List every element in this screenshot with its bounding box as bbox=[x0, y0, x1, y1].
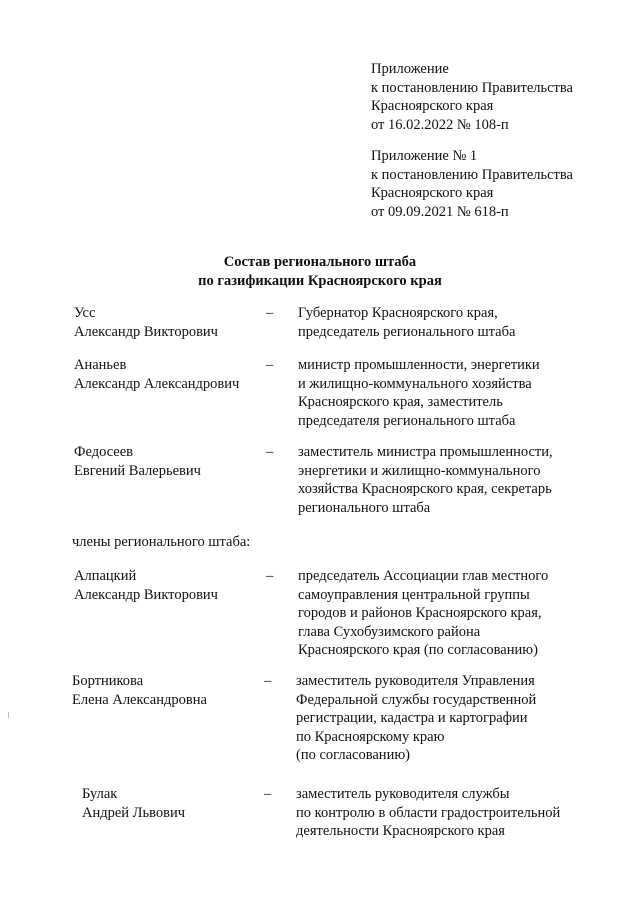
appendix-line: от 16.02.2022 № 108-п bbox=[371, 116, 509, 133]
role-line: председатель регионального штаба bbox=[298, 323, 516, 340]
dash-separator: – bbox=[264, 673, 272, 689]
role-line: председателя регионального штаба bbox=[298, 412, 516, 429]
members-section-label: члены регионального штаба: bbox=[72, 534, 251, 550]
role-line: деятельности Красноярского края bbox=[296, 823, 505, 839]
appendix-line: от 09.09.2021 № 618-п bbox=[371, 203, 509, 220]
appendix-line: к постановлению Правительства bbox=[371, 79, 573, 96]
role-line: глава Сухобузимского района bbox=[298, 623, 481, 640]
member-role bbox=[298, 443, 598, 517]
appendix-line: Приложение № 1 bbox=[371, 148, 478, 164]
role-line: заместитель министра промышленности, bbox=[298, 444, 553, 460]
member-surname: Ананьев bbox=[74, 357, 127, 373]
appendix-line: Приложение bbox=[371, 61, 449, 77]
dash-separator: – bbox=[264, 786, 272, 802]
member-given-names: Евгений Валерьевич bbox=[74, 462, 201, 479]
appendix-line: к постановлению Правительства bbox=[371, 166, 573, 183]
appendix-header-original bbox=[371, 147, 631, 221]
dash-separator: – bbox=[266, 444, 274, 460]
role-line: самоуправления центральной группы bbox=[298, 586, 530, 603]
member-given-names: Александр Александрович bbox=[74, 375, 240, 392]
title-line: по газификации Красноярского края bbox=[198, 272, 442, 289]
role-line: (по согласованию) bbox=[296, 747, 410, 763]
member-surname: Усс bbox=[74, 305, 96, 321]
role-line: хозяйства Красноярского края, секретарь bbox=[298, 481, 552, 497]
member-name bbox=[82, 785, 282, 822]
member-role bbox=[298, 567, 598, 660]
member-role bbox=[298, 356, 598, 430]
role-line: заместитель руководителя Управления bbox=[296, 673, 535, 689]
role-line: Красноярского края, заместитель bbox=[298, 394, 503, 410]
member-given-names: Александр Викторович bbox=[74, 586, 218, 603]
role-line: председатель Ассоциации глав местного bbox=[298, 568, 549, 584]
document-title bbox=[0, 253, 640, 290]
role-line: городов и районов Красноярского края, bbox=[298, 605, 542, 621]
role-line: по контролю в области градостроительной bbox=[296, 804, 561, 821]
dash-separator: – bbox=[266, 357, 274, 373]
member-name bbox=[74, 567, 274, 604]
role-line: заместитель руководителя службы bbox=[296, 786, 510, 802]
role-line: Губернатор Красноярского края, bbox=[298, 305, 498, 321]
member-role bbox=[298, 304, 598, 341]
role-line: регистрации, кадастра и картографии bbox=[296, 710, 528, 726]
role-line: Красноярского края (по согласованию) bbox=[298, 642, 538, 658]
role-line: министр промышленности, энергетики bbox=[298, 357, 540, 373]
member-surname: Бортникова bbox=[72, 673, 144, 689]
title-line: Состав регионального штаба bbox=[223, 254, 417, 270]
member-given-names: Александр Викторович bbox=[74, 323, 218, 340]
member-surname: Федосеев bbox=[74, 444, 134, 460]
role-line: Федеральной службы государственной bbox=[296, 691, 537, 708]
member-surname: Булак bbox=[82, 786, 118, 802]
dash-separator: – bbox=[266, 305, 274, 321]
member-given-names: Елена Александровна bbox=[72, 691, 207, 708]
member-surname: Алпацкий bbox=[74, 568, 137, 584]
scan-artifact bbox=[8, 712, 9, 718]
member-given-names: Андрей Львович bbox=[82, 804, 186, 821]
appendix-header-current bbox=[371, 60, 631, 134]
member-name bbox=[74, 356, 274, 393]
role-line: и жилищно-коммунального хозяйства bbox=[298, 375, 532, 392]
appendix-line: Красноярского края bbox=[371, 185, 494, 201]
role-line: регионального штаба bbox=[298, 499, 431, 516]
member-name bbox=[74, 304, 274, 341]
dash-separator: – bbox=[266, 568, 274, 584]
appendix-line: Красноярского края bbox=[371, 98, 494, 114]
member-name bbox=[74, 443, 274, 480]
role-line: энергетики и жилищно-коммунального bbox=[298, 462, 541, 479]
member-role bbox=[296, 785, 596, 841]
member-role bbox=[296, 672, 596, 765]
member-name bbox=[72, 672, 272, 709]
role-line: по Красноярскому краю bbox=[296, 728, 445, 745]
